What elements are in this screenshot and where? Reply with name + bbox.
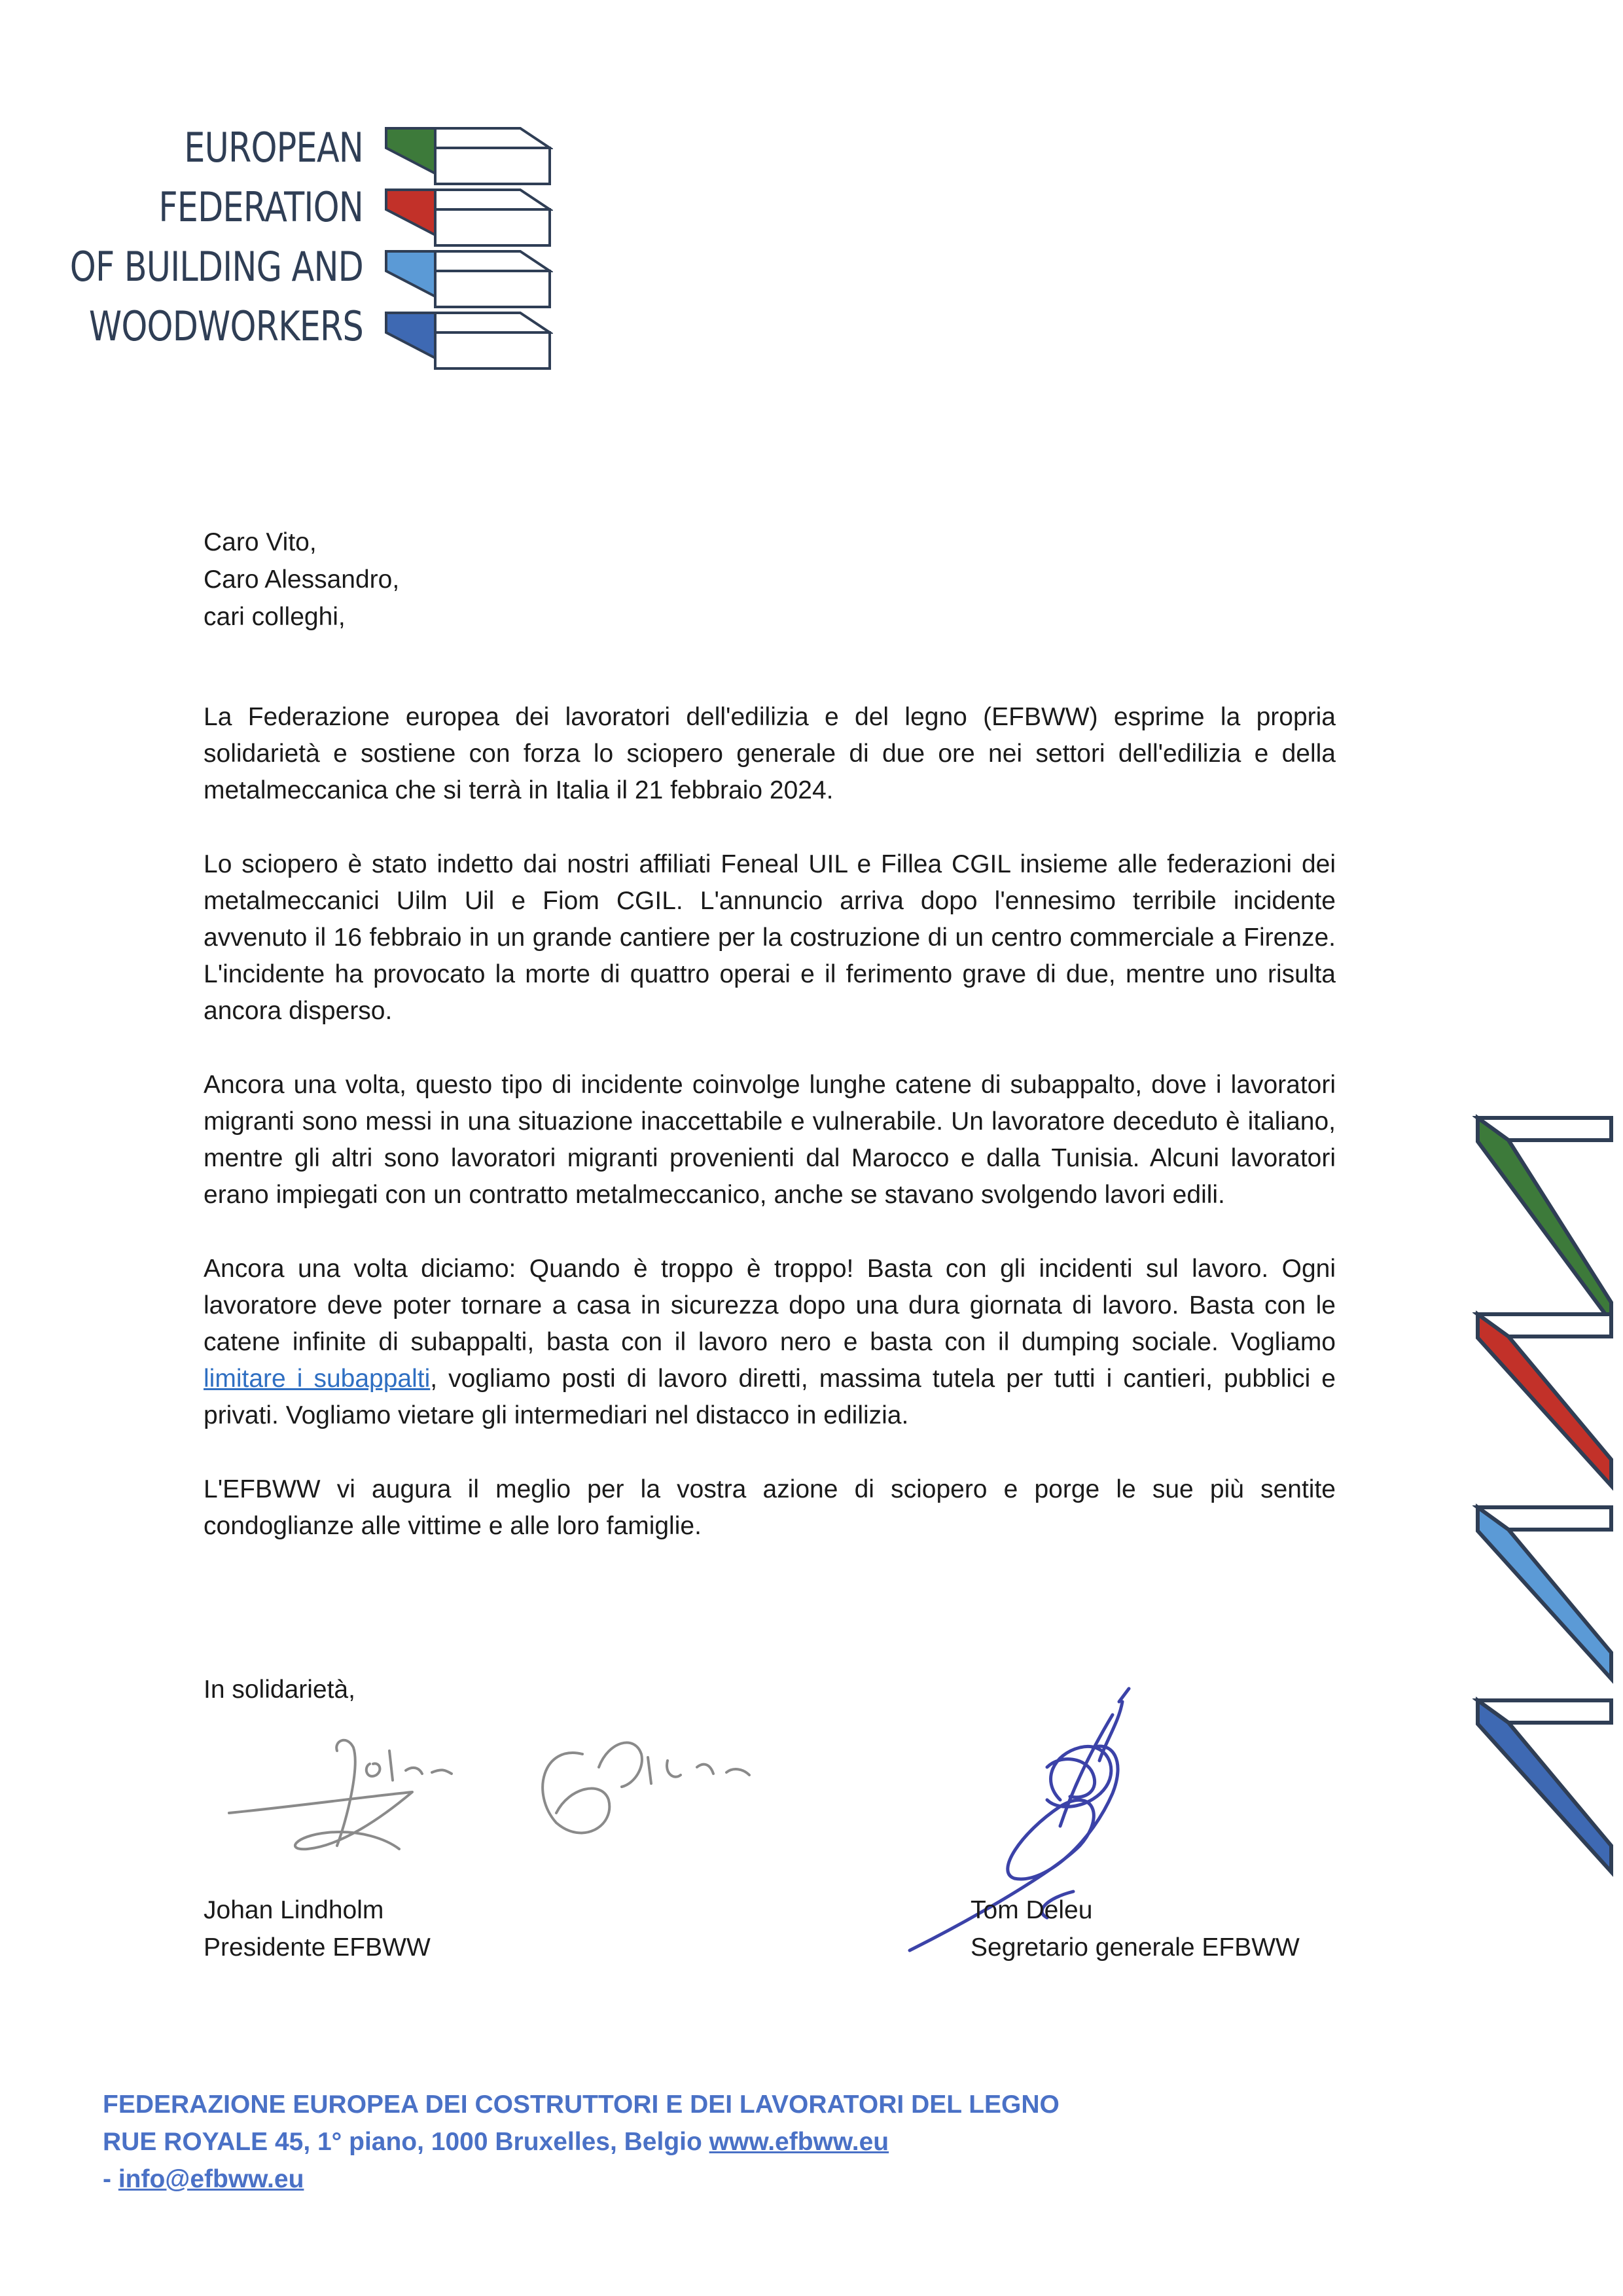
greeting-line: cari colleghi, — [204, 603, 346, 631]
paragraph: Lo sciopero è stato indetto dai nostri affiliati Feneal UIL e Fillea CGIL insieme alle federazioni dei metalmeccanici Uilm Uil e Fiom CGIL. L'annuncio arriva dopo l'ennesimo terribile incidente avvenuto il 16 febbraio in un grande cantiere per la costruzione di un centro commerciale a Firenze. L'incidente ha provocato la morte di quattro operai e il ferimento grave di due, mentre uno risulta ancora disperso. — [204, 850, 1336, 1025]
footer-dash: - — [103, 2165, 118, 2193]
paragraph-text: Ancora una volta diciamo: Quando è troppo è troppo! Basta con gli incidenti sul lavoro. Ogni lavoratore deve poter tornare a casa in sicurezza dopo una dura giornata di lavoro. Basta con le catene infinite di subappalti, basta con il lavoro nero e basta con il dumping sociale. Vogliamo — [204, 1255, 1336, 1356]
logo-mark-icon — [383, 120, 553, 375]
footer-address: RUE ROYALE 45, 1° piano, 1000 Bruxelles, Belgio — [103, 2128, 709, 2156]
paragraph: L'EFBWW vi augura il meglio per la vostra azione di sciopero e porge le sue più sentite condoglianze alle vittime e alle loro famiglie. — [204, 1475, 1336, 1540]
logo-line: EUROPEAN — [184, 124, 363, 171]
paragraph-with-link — [204, 1251, 1336, 1434]
logo-line: OF BUILDING AND — [69, 243, 364, 291]
footer-email-line — [103, 2161, 1060, 2198]
logo-plank-lightblue — [386, 251, 550, 307]
subcontracting-link[interactable]: limitare i subappalti — [204, 1365, 431, 1393]
signatory-title: Segretario generale EFBWW — [971, 1933, 1300, 1962]
footer-organization: FEDERAZIONE EUROPEA DEI COSTRUTTORI E DEI LAVORATORI DEL LEGNO — [103, 2090, 1060, 2119]
letter-body — [204, 699, 1336, 1545]
signatory-right — [971, 1892, 1300, 1966]
paragraph-text: , vogliamo posti di lavoro diretti, massima tutela per tutti i cantieri, pubblici e privati. Vogliamo vietare gli intermediari nel distacco in edilizia. — [204, 1365, 1336, 1429]
footer — [103, 2086, 1060, 2198]
logo-line: FEDERATION — [158, 183, 363, 231]
paragraph: Ancora una volta, questo tipo di incidente coinvolge lunghe catene di subappalto, dove i lavoratori migranti sono messi in una situazione inaccettabile e vulnerabile. Un lavoratore deceduto è italiano, mentre gli altri sono lavoratori migranti provenienti dal Marocco e dalla Tunisia. Alcuni lavoratori erano impiegati con un contratto metalmeccanico, anche se stavano svolgendo lavori edili. — [204, 1071, 1336, 1209]
paragraph: La Federazione europea dei lavoratori dell'edilizia e del legno (EFBWW) esprime la propria solidarietà e sostiene con forza lo sciopero generale di due ore nei settori dell'edilizia e della metalmeccanica che si terrà in Italia il 21 febbraio 2024. — [204, 703, 1336, 804]
email-link[interactable]: info@efbww.eu — [118, 2165, 304, 2193]
logo-wordmark — [41, 118, 363, 356]
signature-johan-lindholm — [216, 1715, 759, 1865]
website-link[interactable]: www.efbww.eu — [709, 2128, 889, 2156]
side-decoration-icon — [1472, 1113, 1623, 1964]
greeting — [204, 524, 399, 636]
logo-line: WOODWORKERS — [88, 302, 363, 350]
closing: In solidarietà, — [204, 1676, 355, 1704]
signatory-title: Presidente EFBWW — [204, 1933, 431, 1962]
logo-plank-green — [386, 128, 550, 184]
signatory-left — [204, 1892, 431, 1966]
signatory-name: Tom Deleu — [971, 1896, 1093, 1924]
signatory-name: Johan Lindholm — [204, 1896, 384, 1924]
greeting-line: Caro Alessandro, — [204, 565, 400, 594]
greeting-line: Caro Vito, — [204, 528, 317, 556]
footer-address-line — [103, 2123, 1060, 2161]
logo-plank-red — [386, 190, 550, 245]
logo-plank-blue — [386, 313, 550, 368]
